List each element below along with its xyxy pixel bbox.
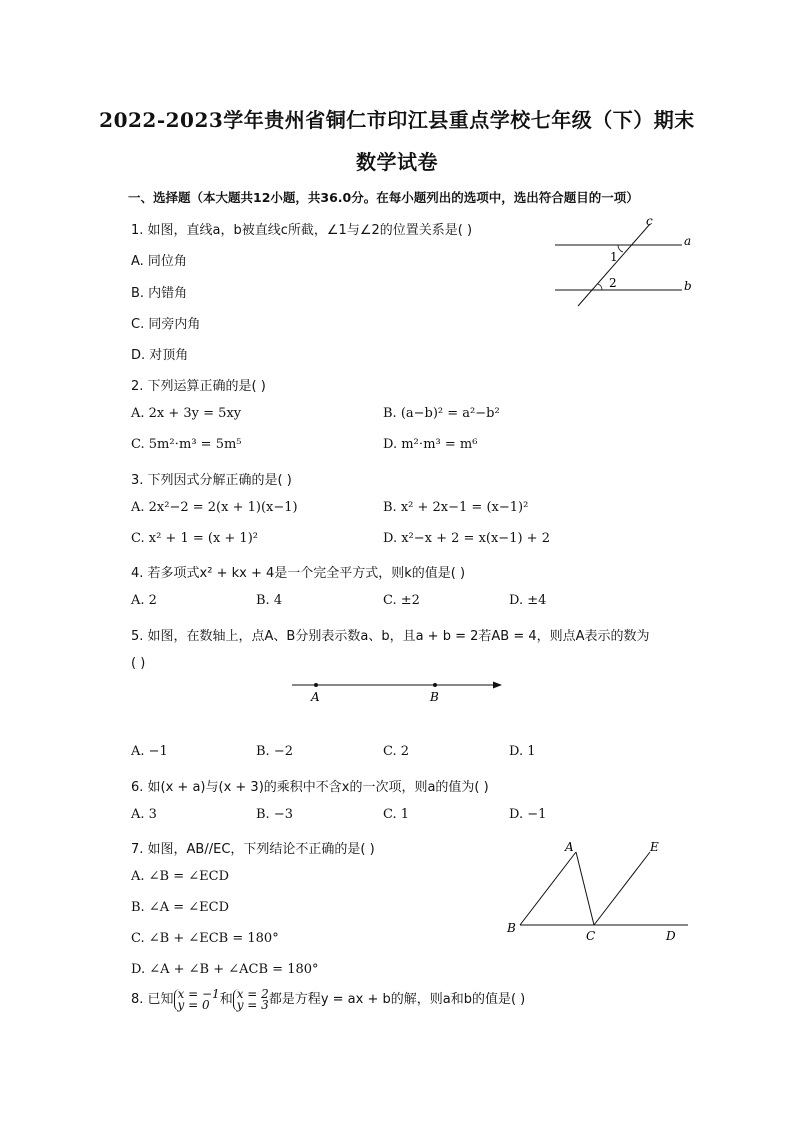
question-8-stem [131, 988, 525, 1011]
q1-figure-parallel-lines [550, 212, 700, 312]
q8-system-1 [174, 986, 220, 1012]
label-angle-1: 1 [610, 250, 618, 264]
label-point-a: A [565, 840, 574, 854]
question-5-stem-cont: ( ) [131, 656, 146, 671]
q6-option-b: B. −3 [256, 807, 293, 822]
q2-option-b: B. (a−b)² = a²−b² [383, 406, 500, 421]
q3-option-d: D. x²−x + 2 = x(x−1) + 2 [383, 531, 550, 546]
q8-system-1-eq2: y = 0 [177, 997, 210, 1012]
q2-option-d: D. m²⋅m³ = m⁶ [383, 437, 478, 452]
q1-option-c: C. 同旁内角 [131, 317, 201, 332]
q4-option-a: A. 2 [131, 593, 157, 608]
question-2-stem: 2. 下列运算正确的是( ) [131, 379, 266, 394]
q8-stem-pre: 8. 已知 [131, 992, 174, 1007]
q4-option-b: B. 4 [256, 593, 283, 608]
segment-ab [520, 852, 576, 925]
q2-option-c: C. 5m²⋅m³ = 5m⁵ [131, 437, 242, 452]
q6-option-d: D. −1 [509, 807, 547, 822]
q6-option-a: A. 3 [131, 807, 157, 822]
section-heading: 一、选择题（本大题共12小题，共36.0分。在每小题列出的选项中，选出符合题目的一项） [128, 190, 639, 205]
q8-system-2-eq1: x = 2 [236, 986, 269, 1001]
question-5-stem: 5. 如图，在数轴上，点A、B分别表示数a、b，且a + b = 2若AB = 4，则点A表示的数为 [131, 629, 650, 644]
label-c: c [646, 214, 653, 228]
segment-ce [594, 852, 650, 925]
q8-stem-mid: 和 [219, 992, 233, 1007]
question-1-stem: 1. 如图，直线a，b被直线c所截，∠1与∠2的位置关系是( ) [131, 223, 473, 238]
label-point-c: C [586, 929, 596, 943]
arrow-right-icon [493, 682, 502, 689]
q1-option-d: D. 对顶角 [131, 348, 189, 363]
q5-option-c: C. 2 [383, 744, 410, 759]
label-point-b: B [430, 690, 439, 704]
label-angle-2: 2 [609, 276, 617, 290]
segment-ac [576, 852, 594, 925]
q3-option-a: A. 2x²−2 = 2(x + 1)(x−1) [131, 500, 298, 515]
q8-system-2-eq2: y = 3 [236, 997, 269, 1012]
line-c [578, 224, 650, 306]
q6-option-c: C. 1 [383, 807, 410, 822]
q1-option-a: A. 同位角 [131, 254, 187, 269]
q8-system-2 [233, 986, 269, 1012]
label-point-b: B [507, 921, 516, 935]
q7-option-c: C. ∠B + ∠ECB = 180° [131, 931, 279, 946]
q5-option-b: B. −2 [256, 744, 293, 759]
label-a: a [684, 234, 692, 248]
point-a-dot [314, 683, 318, 687]
q4-option-d: D. ±4 [509, 593, 547, 608]
question-3-stem: 3. 下列因式分解正确的是( ) [131, 473, 292, 488]
label-b: b [684, 279, 692, 293]
q7-option-d: D. ∠A + ∠B + ∠ACB = 180° [131, 962, 319, 977]
q5-option-d: D. 1 [509, 744, 536, 759]
q2-option-a: A. 2x + 3y = 5xy [131, 406, 242, 421]
label-point-e: E [650, 840, 659, 854]
angle-2-arc [598, 284, 602, 290]
q3-option-b: B. x² + 2x−1 = (x−1)² [383, 500, 529, 515]
q8-system-1-eq1: x = −1 [177, 986, 220, 1001]
q7-option-a: A. ∠B = ∠ECD [131, 869, 230, 884]
q8-stem-post: 都是方程y = ax + b的解，则a和b的值是( ) [268, 992, 526, 1007]
q1-option-b: B. 内错角 [131, 286, 188, 301]
page-subtitle: 数学试卷 [356, 150, 438, 174]
label-point-a: A [311, 690, 320, 704]
q5-option-a: A. −1 [131, 744, 168, 759]
question-4-stem: 4. 若多项式x² + kx + 4是一个完全平方式，则k的值是( ) [131, 566, 466, 581]
q7-option-b: B. ∠A = ∠ECD [131, 900, 230, 915]
q5-figure-number-line [288, 672, 508, 708]
q3-option-c: C. x² + 1 = (x + 1)² [131, 531, 258, 546]
label-point-d: D [666, 929, 676, 943]
angle-1-arc [618, 245, 623, 252]
q7-figure-triangle [500, 834, 695, 946]
q4-option-c: C. ±2 [383, 593, 420, 608]
page-title: 2022-2023学年贵州省铜仁市印江县重点学校七年级（下）期末 [99, 108, 695, 132]
question-6-stem: 6. 如(x + a)与(x + 3)的乘积中不含x的一次项，则a的值为( ) [131, 780, 489, 795]
point-b-dot [433, 683, 437, 687]
question-7-stem: 7. 如图，AB//EC，下列结论不正确的是( ) [131, 842, 375, 857]
